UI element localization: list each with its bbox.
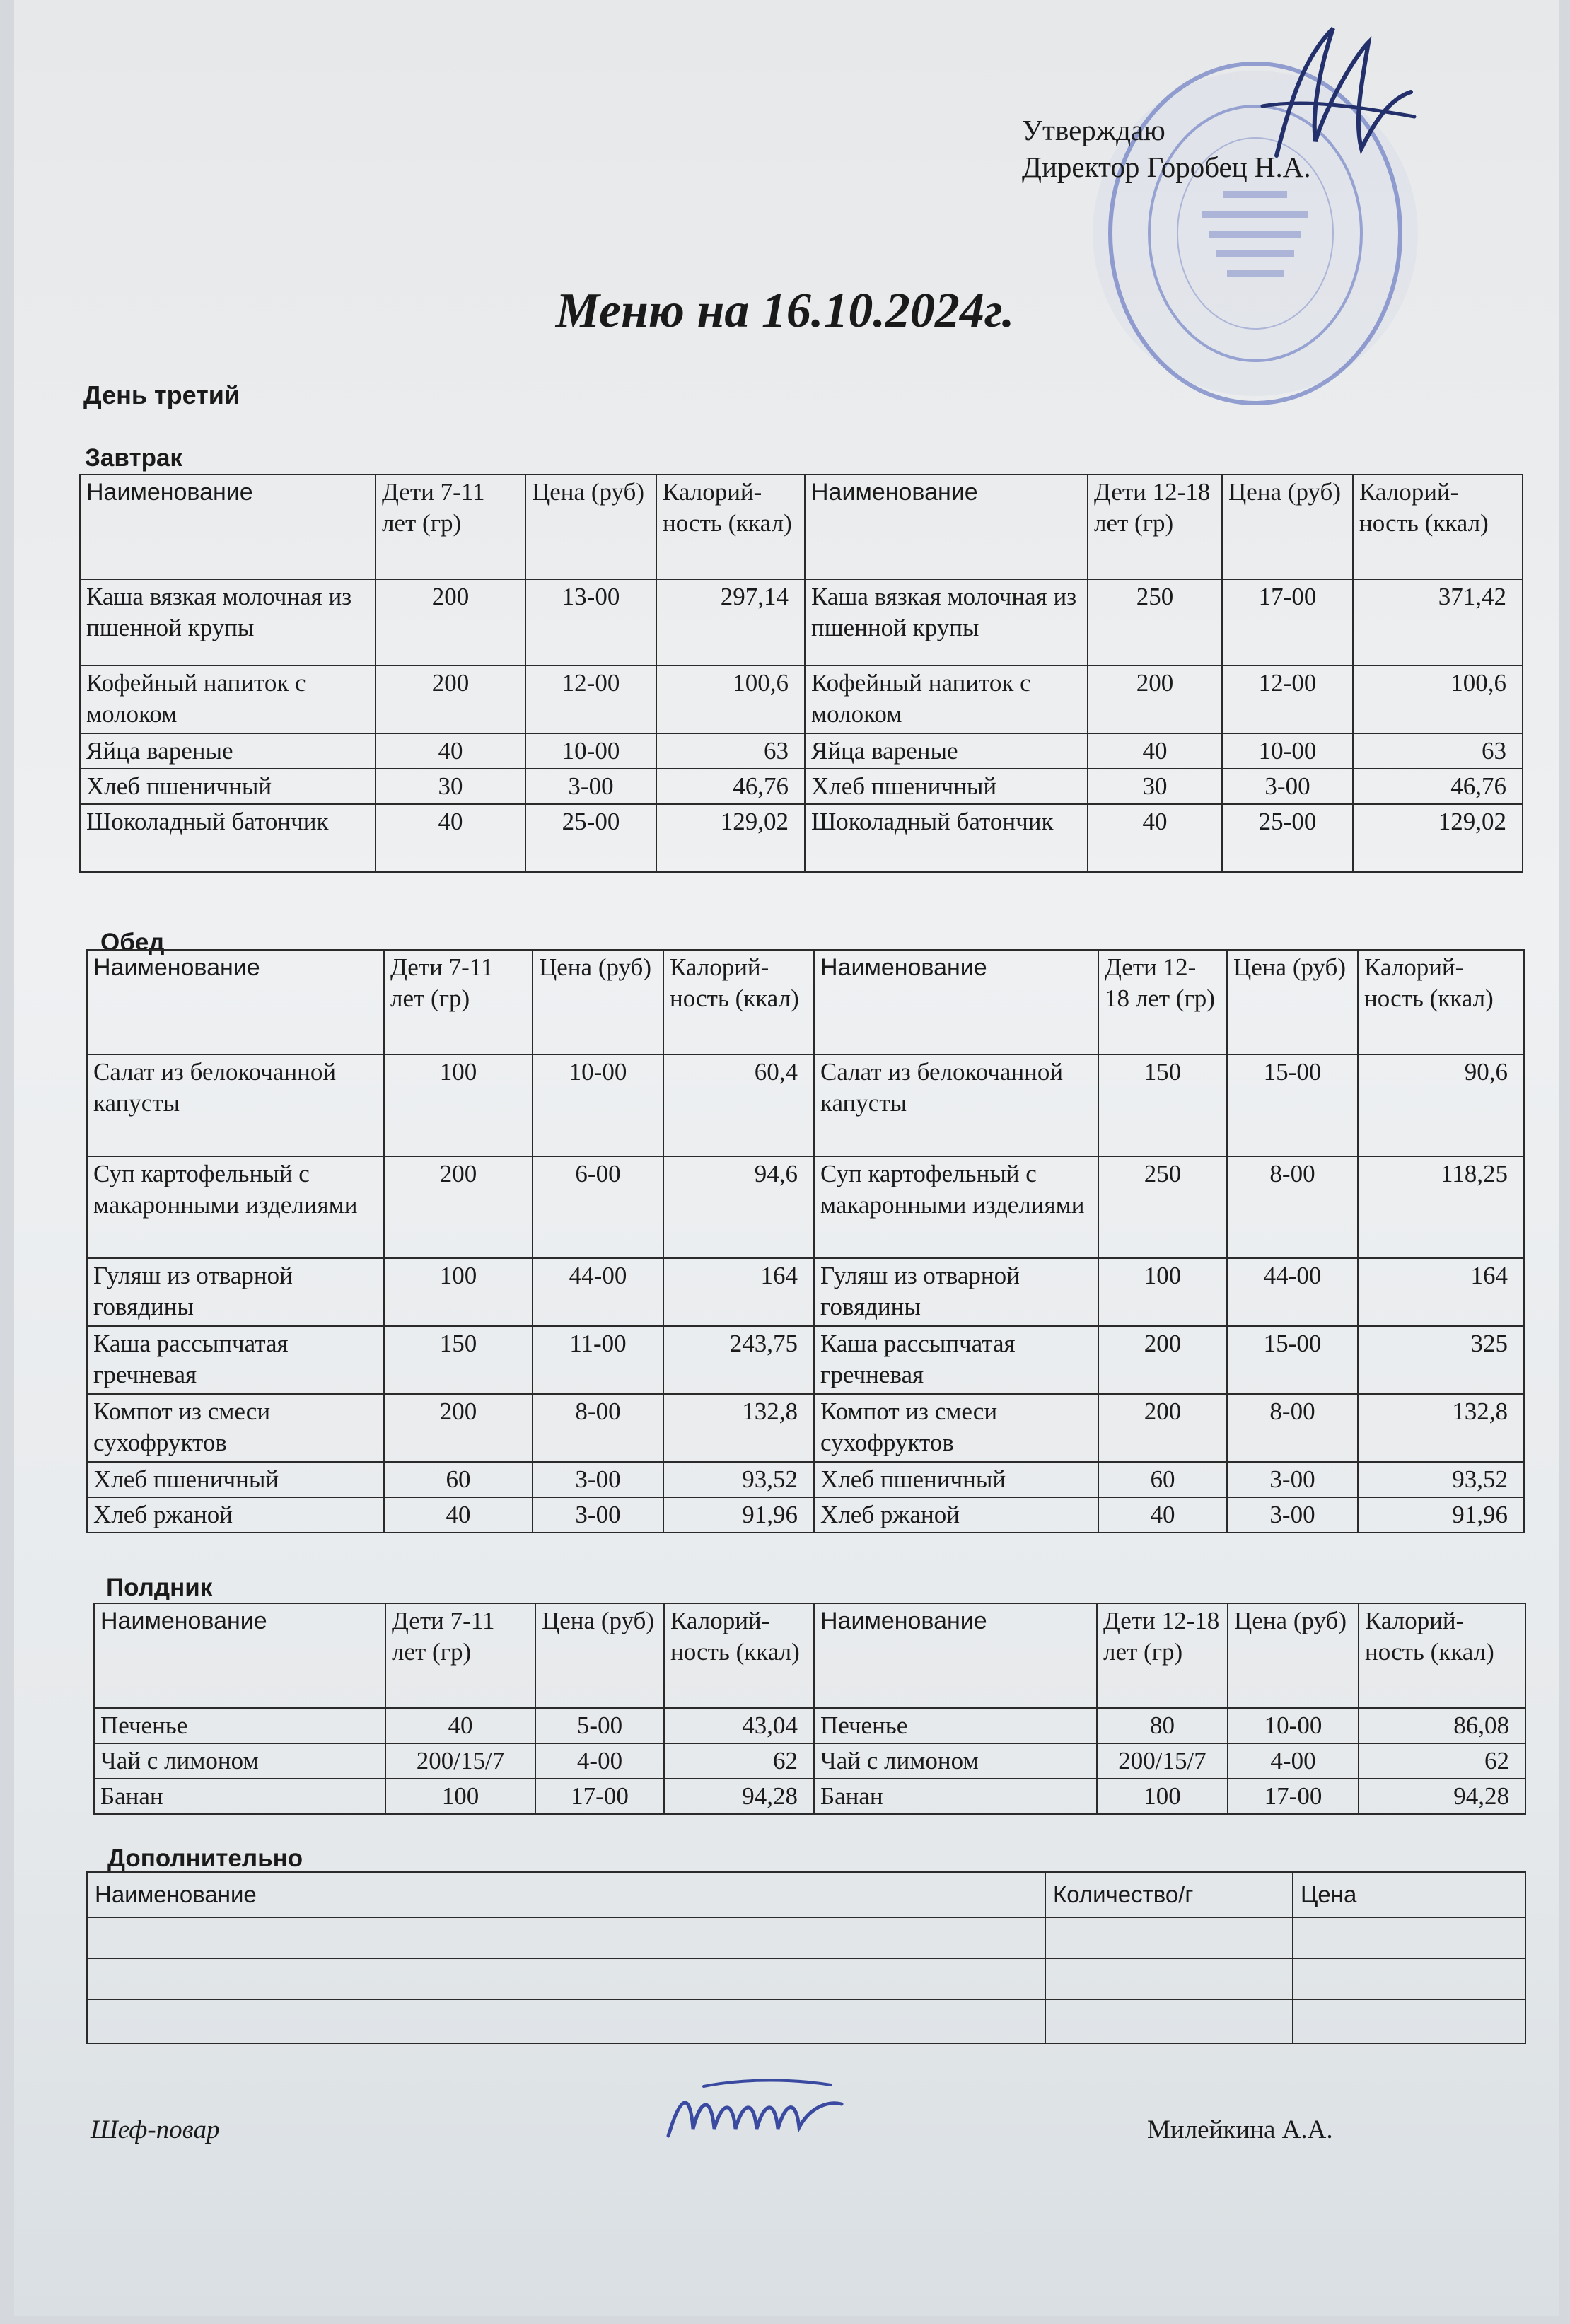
price-cell: 17-00 (1228, 1779, 1359, 1814)
table-row (80, 666, 1523, 733)
table-cell (1293, 1958, 1525, 1999)
dish-name-cell: Каша рассыпчатая гречневая (87, 1326, 384, 1394)
kcal-cell: 94,28 (1359, 1779, 1525, 1814)
col-name-b: Наименование (805, 475, 1088, 579)
table-header-row (87, 1872, 1525, 1917)
dish-name-cell: Каша вязкая молочная из пшенной крупы (805, 579, 1088, 666)
dish-name-cell: Чай с лимоном (94, 1743, 385, 1779)
kcal-cell: 297,14 (656, 579, 805, 666)
dish-name-cell: Каша вязкая молочная из пшенной крупы (80, 579, 376, 666)
table-row (87, 1999, 1525, 2043)
portion-cell: 30 (1088, 769, 1222, 804)
table-header-row (80, 475, 1523, 579)
col-name-a: Наименование (87, 950, 384, 1054)
kcal-cell: 100,6 (656, 666, 805, 733)
table-row (87, 1497, 1524, 1533)
portion-cell: 80 (1097, 1708, 1228, 1743)
portion-cell: 40 (1088, 804, 1222, 872)
price-cell: 6-00 (533, 1156, 663, 1258)
price-cell: 3-00 (1222, 769, 1353, 804)
price-cell: 17-00 (535, 1779, 664, 1814)
portion-cell: 200/15/7 (1097, 1743, 1228, 1779)
price-cell: 25-00 (1222, 804, 1353, 872)
extra-col-qty: Количество/г (1045, 1872, 1293, 1917)
portion-cell: 250 (1088, 579, 1222, 666)
price-cell: 3-00 (533, 1462, 663, 1497)
dish-name-cell: Салат из белокочанной капусты (87, 1054, 384, 1156)
price-cell: 3-00 (533, 1497, 663, 1533)
col-price-a: Цена (руб) (525, 475, 656, 579)
menu-document (14, 0, 1559, 2316)
col-kcal-b: Калорий-ность (ккал) (1358, 950, 1524, 1054)
price-cell: 11-00 (533, 1326, 663, 1394)
table-cell (87, 1999, 1045, 2043)
kcal-cell: 90,6 (1358, 1054, 1524, 1156)
table-row (80, 733, 1523, 769)
price-cell: 10-00 (533, 1054, 663, 1156)
price-cell: 15-00 (1227, 1054, 1358, 1156)
dish-name-cell: Суп картофельный с макаронными изделиями (814, 1156, 1098, 1258)
portion-cell: 100 (1098, 1258, 1227, 1326)
kcal-cell: 93,52 (1358, 1462, 1524, 1497)
extra-col-price: Цена (1293, 1872, 1525, 1917)
day-label: День третий (83, 380, 240, 409)
portion-cell: 30 (376, 769, 525, 804)
kcal-cell: 62 (664, 1743, 814, 1779)
price-cell: 12-00 (1222, 666, 1353, 733)
dish-name-cell: Кофейный напиток с молоком (805, 666, 1088, 733)
dish-name-cell: Хлеб пшеничный (814, 1462, 1098, 1497)
dish-name-cell: Суп картофельный с макаронными изделиями (87, 1156, 384, 1258)
dish-name-cell: Каша рассыпчатая гречневая (814, 1326, 1098, 1394)
col-name-b: Наименование (814, 950, 1098, 1054)
table-cell (1045, 1999, 1293, 2043)
price-cell: 17-00 (1222, 579, 1353, 666)
approval-line-1: Утверждаю (1022, 114, 1165, 146)
portion-cell: 60 (1098, 1462, 1227, 1497)
kcal-cell: 43,04 (664, 1708, 814, 1743)
col-kids-12-18: Дети 12-18 лет (гр) (1088, 475, 1222, 579)
kcal-cell: 129,02 (1353, 804, 1523, 872)
kcal-cell: 46,76 (1353, 769, 1523, 804)
price-cell: 15-00 (1227, 1326, 1358, 1394)
kcal-cell: 93,52 (663, 1462, 814, 1497)
dish-name-cell: Компот из смеси сухофруктов (814, 1394, 1098, 1462)
dish-name-cell: Кофейный напиток с молоком (80, 666, 376, 733)
portion-cell: 200 (384, 1156, 533, 1258)
kcal-cell: 63 (1353, 733, 1523, 769)
portion-cell: 150 (384, 1326, 533, 1394)
table-row (87, 1394, 1524, 1462)
table-row (87, 1462, 1524, 1497)
price-cell: 3-00 (1227, 1462, 1358, 1497)
price-cell: 8-00 (533, 1394, 663, 1462)
col-price-b: Цена (руб) (1228, 1603, 1359, 1708)
table-row (87, 1054, 1524, 1156)
dish-name-cell: Банан (814, 1779, 1097, 1814)
dish-name-cell: Чай с лимоном (814, 1743, 1097, 1779)
dish-name-cell: Яйца вареные (80, 733, 376, 769)
table-cell (1293, 1999, 1525, 2043)
price-cell: 4-00 (1228, 1743, 1359, 1779)
chef-label: Шеф-повар (91, 2115, 220, 2144)
portion-cell: 100 (1097, 1779, 1228, 1814)
portion-cell: 200 (376, 666, 525, 733)
col-price-a: Цена (руб) (535, 1603, 664, 1708)
lunch-title: Обед (100, 929, 165, 956)
col-price-b: Цена (руб) (1227, 950, 1358, 1054)
table-cell (1045, 1917, 1293, 1958)
snack-table (93, 1603, 1526, 1815)
dish-name-cell: Печенье (94, 1708, 385, 1743)
page-title: Меню на 16.10.2024г. (555, 284, 1015, 338)
table-row (87, 1326, 1524, 1394)
table-cell (87, 1958, 1045, 1999)
kcal-cell: 91,96 (1358, 1497, 1524, 1533)
kcal-cell: 46,76 (656, 769, 805, 804)
table-row (80, 579, 1523, 666)
portion-cell: 200 (1098, 1394, 1227, 1462)
col-price-a: Цена (руб) (533, 950, 663, 1054)
dish-name-cell: Хлеб пшеничный (87, 1462, 384, 1497)
portion-cell: 200 (384, 1394, 533, 1462)
kcal-cell: 94,6 (663, 1156, 814, 1258)
table-header-row (87, 950, 1524, 1054)
portion-cell: 250 (1098, 1156, 1227, 1258)
portion-cell: 40 (1098, 1497, 1227, 1533)
price-cell: 10-00 (1228, 1708, 1359, 1743)
extra-col-name: Наименование (87, 1872, 1045, 1917)
col-kcal-b: Калорий-ность (ккал) (1353, 475, 1523, 579)
dish-name-cell: Яйца вареные (805, 733, 1088, 769)
portion-cell: 200 (376, 579, 525, 666)
dish-name-cell: Салат из белокочанной капусты (814, 1054, 1098, 1156)
price-cell: 13-00 (525, 579, 656, 666)
price-cell: 8-00 (1227, 1394, 1358, 1462)
approval-block (1022, 112, 1311, 185)
kcal-cell: 243,75 (663, 1326, 814, 1394)
portion-cell: 100 (384, 1054, 533, 1156)
approval-line-2: Директор Горобец Н.А. (1022, 151, 1311, 183)
col-kcal-a: Калорий-ность (ккал) (664, 1603, 814, 1708)
price-cell: 4-00 (535, 1743, 664, 1779)
breakfast-title: Завтрак (85, 444, 182, 472)
price-cell: 3-00 (1227, 1497, 1358, 1533)
kcal-cell: 132,8 (1358, 1394, 1524, 1462)
price-cell: 12-00 (525, 666, 656, 733)
kcal-cell: 132,8 (663, 1394, 814, 1462)
kcal-cell: 129,02 (656, 804, 805, 872)
col-name-b: Наименование (814, 1603, 1097, 1708)
col-kcal-a: Калорий-ность (ккал) (656, 475, 805, 579)
col-kids-12-18: Дети 12-18 лет (гр) (1097, 1603, 1228, 1708)
table-row (94, 1708, 1525, 1743)
col-kcal-a: Калорий-ность (ккал) (663, 950, 814, 1054)
table-row (80, 769, 1523, 804)
portion-cell: 40 (376, 804, 525, 872)
kcal-cell: 164 (1358, 1258, 1524, 1326)
dish-name-cell: Гуляш из отварной говядины (814, 1258, 1098, 1326)
price-cell: 44-00 (1227, 1258, 1358, 1326)
dish-name-cell: Хлеб ржаной (814, 1497, 1098, 1533)
dish-name-cell: Шоколадный батончик (805, 804, 1088, 872)
dish-name-cell: Компот из смеси сухофруктов (87, 1394, 384, 1462)
price-cell: 3-00 (525, 769, 656, 804)
lunch-table (86, 949, 1525, 1533)
portion-cell: 200 (1098, 1326, 1227, 1394)
table-row (87, 1958, 1525, 1999)
table-row (94, 1779, 1525, 1814)
portion-cell: 200/15/7 (385, 1743, 535, 1779)
col-kids-7-11: Дети 7-11 лет (гр) (384, 950, 533, 1054)
kcal-cell: 62 (1359, 1743, 1525, 1779)
dish-name-cell: Хлеб пшеничный (80, 769, 376, 804)
chef-signature-icon (661, 2072, 845, 2150)
kcal-cell: 371,42 (1353, 579, 1523, 666)
portion-cell: 60 (384, 1462, 533, 1497)
kcal-cell: 164 (663, 1258, 814, 1326)
chef-name: Милейкина А.А. (1147, 2115, 1333, 2144)
col-kcal-b: Калорий-ность (ккал) (1359, 1603, 1525, 1708)
kcal-cell: 60,4 (663, 1054, 814, 1156)
kcal-cell: 94,28 (664, 1779, 814, 1814)
portion-cell: 40 (385, 1708, 535, 1743)
kcal-cell: 325 (1358, 1326, 1524, 1394)
table-cell (1293, 1917, 1525, 1958)
table-row (80, 804, 1523, 872)
price-cell: 10-00 (1222, 733, 1353, 769)
dish-name-cell: Шоколадный батончик (80, 804, 376, 872)
portion-cell: 200 (1088, 666, 1222, 733)
portion-cell: 40 (376, 733, 525, 769)
price-cell: 8-00 (1227, 1156, 1358, 1258)
dish-name-cell: Хлеб пшеничный (805, 769, 1088, 804)
table-row (87, 1917, 1525, 1958)
portion-cell: 40 (384, 1497, 533, 1533)
snack-title: Полдник (106, 1574, 213, 1601)
price-cell: 5-00 (535, 1708, 664, 1743)
col-name-a: Наименование (94, 1603, 385, 1708)
table-cell (1045, 1958, 1293, 1999)
portion-cell: 150 (1098, 1054, 1227, 1156)
portion-cell: 100 (385, 1779, 535, 1814)
portion-cell: 100 (384, 1258, 533, 1326)
price-cell: 44-00 (533, 1258, 663, 1326)
dish-name-cell: Гуляш из отварной говядины (87, 1258, 384, 1326)
dish-name-cell: Печенье (814, 1708, 1097, 1743)
dish-name-cell: Хлеб ржаной (87, 1497, 384, 1533)
table-row (87, 1258, 1524, 1326)
extra-table (86, 1871, 1526, 2044)
col-kids-12-18: Дети 12-18 лет (гр) (1098, 950, 1227, 1054)
kcal-cell: 63 (656, 733, 805, 769)
col-name-a: Наименование (80, 475, 376, 579)
extra-title: Дополнительно (107, 1844, 303, 1872)
table-row (94, 1743, 1525, 1779)
col-kids-7-11: Дети 7-11 лет (гр) (376, 475, 525, 579)
portion-cell: 40 (1088, 733, 1222, 769)
kcal-cell: 118,25 (1358, 1156, 1524, 1258)
price-cell: 10-00 (525, 733, 656, 769)
price-cell: 25-00 (525, 804, 656, 872)
table-cell (87, 1917, 1045, 1958)
kcal-cell: 91,96 (663, 1497, 814, 1533)
col-kids-7-11: Дети 7-11 лет (гр) (385, 1603, 535, 1708)
kcal-cell: 86,08 (1359, 1708, 1525, 1743)
table-row (87, 1156, 1524, 1258)
kcal-cell: 100,6 (1353, 666, 1523, 733)
dish-name-cell: Банан (94, 1779, 385, 1814)
table-header-row (94, 1603, 1525, 1708)
breakfast-table (79, 474, 1523, 873)
col-price-b: Цена (руб) (1222, 475, 1353, 579)
